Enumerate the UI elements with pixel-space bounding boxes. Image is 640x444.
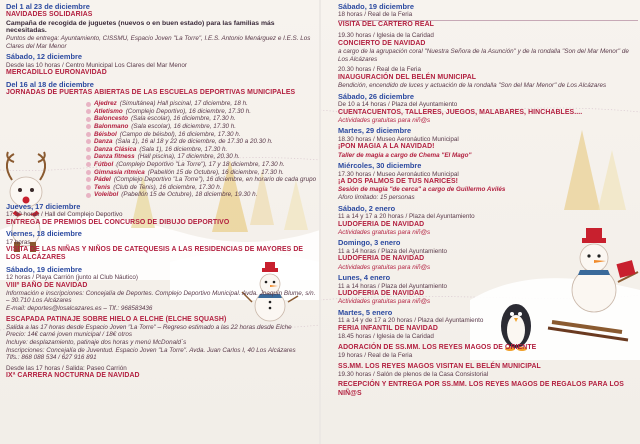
event-detail: 17 horas	[6, 238, 31, 246]
event-feria-infantil	[338, 309, 638, 341]
event-title: VIIIº BAÑO DE NAVIDAD	[6, 281, 88, 289]
event-belen	[338, 66, 638, 89]
event-ludoferia-3	[338, 239, 638, 271]
event-info: Inscripciones: Concejalía de Juventud. Espacio Joven "La Torre". Avda. Juan Carlos I, 40 Los Alcázares	[6, 346, 296, 354]
event-bano-navidad	[6, 266, 316, 313]
event-mercadillo	[6, 53, 316, 77]
sports-list	[86, 100, 316, 199]
event-detail: 17.30 horas / Museo Aeronáutico Municipal	[338, 170, 459, 178]
event-title: ¡A DOS PALMOS DE TUS NARICES!	[338, 178, 459, 186]
event-detail: 19.30 horas / Salón de plenos de la Casa Consistorial	[338, 370, 489, 378]
list-item: Pádel (Complejo Deportivo "La Torre"), 16 diciembre, en horario de cada grupo	[86, 176, 316, 184]
event-info: Precio: 14€ carné joven municipal / 18€ otros	[6, 331, 133, 339]
list-item: Balonmano (Sala escolar), 16 diciembre, 17.30 h.	[86, 123, 316, 131]
right-events	[338, 3, 638, 401]
ball-icon	[86, 177, 91, 182]
event-date: Domingo, 3 enero	[338, 238, 401, 248]
event-date: Sábado, 19 diciembre	[6, 264, 82, 274]
event-detail: 17.30 horas / Hall del Complejo Deportivo	[6, 211, 123, 219]
list-item: Atletismo (Complejo Deportivo), 16 diciembre, 17.30 h.	[86, 108, 316, 116]
event-info: Tlfs.: 868 088 534 / 627 916 891	[6, 354, 97, 362]
event-title: IXª CARRERA NOCTURNA DE NAVIDAD	[6, 372, 140, 380]
list-item: Fútbol (Complejo Deportivo "La Torre"), 17 y 18 diciembre, 17.30 h.	[86, 161, 316, 169]
event-carrera-nocturna	[6, 365, 316, 381]
event-date: Miércoles, 30 diciembre	[338, 161, 422, 171]
ball-icon	[86, 147, 91, 152]
ball-icon	[86, 155, 91, 160]
ball-icon	[86, 132, 91, 137]
event-detail: 11 a 14 y de 17 a 20 horas / Plaza del Ayuntamiento	[338, 317, 484, 325]
ball-icon	[86, 102, 91, 107]
event-detail: 19 horas / Real de la Feria	[338, 351, 413, 359]
list-item: Baloncesto (Sala escolar), 16 diciembre, 17.30 h.	[86, 115, 316, 123]
event-reyes-belen	[338, 363, 638, 379]
event-info: Salida a las 17 horas desde Espacio Joven "La Torre" – Regreso estimado a las 22 horas desde Elche	[6, 323, 292, 331]
event-detail: 18.30 horas / Museo Aeronáutico Municipal	[338, 135, 459, 143]
event-title: NAVIDADES SOLIDARIAS	[6, 11, 93, 19]
event-title: JORNADAS DE PUERTAS ABIERTAS DE LAS ESCUELAS DEPORTIVAS MUNICIPALES	[6, 89, 296, 96]
left-events	[6, 3, 316, 383]
list-item: Danza (Sala 1), 16 al 18 y 22 de diciembre, de 17.30 a 20.30 h.	[86, 138, 316, 146]
event-title: VISITA DEL CARTERO REAL	[338, 20, 638, 29]
event-sub: Aforo limitado: 15 personas	[338, 193, 415, 201]
event-detail: 19.30 horas / Iglesia de la Caridad	[338, 32, 434, 40]
event-info: a cargo de la agrupación coral "Nuestra Señora de la Asunción" y de la rondalla "Son del Mar Menor" de Los Alcázares	[338, 48, 629, 63]
event-dos-palmos	[338, 162, 638, 201]
page-fold	[319, 0, 321, 444]
event-title: FERIA INFANTIL DE NAVIDAD	[338, 324, 438, 332]
event-sub: Actividades gratuitas para niñ@s	[338, 228, 431, 236]
event-title: SS.MM. LOS REYES MAGOS VISITAN EL BELÉN MUNICIPAL	[338, 362, 541, 370]
list-item: Ajedrez (Simultánea) Hall piscinal, 17 diciembre, 18 h.	[86, 100, 316, 108]
event-title: ADORACIÓN DE SS.MM. LOS REYES MAGOS DE ORIENTE	[338, 343, 537, 351]
event-title: CONCIERTO DE NAVIDAD	[338, 39, 426, 47]
event-strong: Sesión de magia "de cerca" a cargo de Guillermo Avilés	[338, 186, 506, 194]
list-item: Danza fitness (Hall piscina), 17 diciembre, 20.30 h.	[86, 153, 316, 161]
event-date: Jueves, 17 diciembre	[6, 201, 81, 211]
event-visita-catequesis	[6, 230, 316, 262]
event-premios-dibujo	[6, 203, 316, 227]
event-cuentacuentos	[338, 93, 638, 125]
event-title: INAUGURACIÓN DEL BELÉN MUNICIPAL	[338, 73, 477, 81]
event-title: ENTREGA DE PREMIOS DEL CONCURSO DE DIBUJO DEPORTIVO	[6, 218, 230, 226]
ball-icon	[86, 185, 91, 190]
event-date: Del 16 al 18 de diciembre	[6, 79, 94, 89]
event-ludoferia-4	[338, 274, 638, 306]
ball-icon	[86, 109, 91, 114]
event-strong: Taller de magia a cargo de Chema "El Mago"	[338, 151, 472, 159]
event-recepcion	[338, 381, 638, 397]
event-title: ESCAPADA PATINAJE SOBRE HIELO A ELCHE (ELCHE SQUASH)	[6, 315, 227, 323]
event-info: Información e inscripciones: Concejalía de Deportes. Complejo Deportivo Municipal. Avda. Joaquín Blume, s/n. – 30.710 Los Alcázares	[6, 289, 316, 305]
event-info: Bendición, encendido de luces y actuación de la rondalla "Son del Mar Menor" de Los Alcázares	[338, 81, 607, 89]
event-info: Puntos de entrega: Ayuntamiento, CISSMU, Espacio Joven "La Torre", I.E.S. Antonio Menárguez e I.E.S. Los Clares del Mar Menor	[6, 35, 311, 50]
event-adoracion	[338, 344, 638, 360]
ball-icon	[86, 162, 91, 167]
event-detail: 11 a 14 y 17 a 20 horas / Plaza del Ayuntamiento	[338, 212, 475, 220]
event-date: Viernes, 18 diciembre	[6, 229, 82, 239]
ball-icon	[86, 170, 91, 175]
ball-icon	[86, 117, 91, 122]
event-date: Sábado, 26 diciembre	[338, 91, 414, 101]
event-date: Martes, 5 enero	[338, 307, 393, 317]
event-navidades-solidarias	[6, 3, 316, 50]
event-detail: Desde las 17 horas / Salida: Paseo Carrión	[6, 364, 127, 372]
event-title: MERCADILLO EURONAVIDAD	[6, 69, 107, 77]
event-detail: 11 a 14 horas / Plaza del Ayuntamiento	[338, 247, 447, 255]
list-item: Tenis (Club de Tenis), 16 diciembre, 17.30 h.	[86, 184, 316, 192]
list-item: Béisbol (Campo de béisbol), 16 diciembre, 17.30 h.	[86, 131, 316, 139]
event-title: CUENTACUENTOS, TALLERES, JUEGOS, MALABARES, HINCHABLES....	[338, 108, 583, 116]
ball-icon	[86, 139, 91, 144]
list-item: Voleibol (Pabellón 15 de Octubre), 18 diciembre, 19.30 h.	[86, 191, 316, 199]
list-item: Gimnasia rítmica (Pabellón 15 de Octubre), 16 diciembre, 17.30 h.	[86, 169, 316, 177]
right-panel	[320, 0, 640, 444]
event-sub: Actividades gratuitas para niñ@s	[338, 116, 431, 124]
event-title: VISITA DE LAS NIÑAS Y NIÑOS DE CATEQUESIS A LAS RESIDENCIAS DE MAYORES DE LOS ALCÁZARES	[6, 246, 304, 262]
ball-icon	[86, 124, 91, 129]
event-description: Campaña de recogida de juguetes (nuevos o en buen estado) para las familias más necesitadas.	[6, 19, 275, 35]
event-patinaje	[6, 316, 316, 362]
event-concierto	[338, 32, 638, 63]
event-date: Lunes, 4 enero	[338, 273, 391, 283]
event-detail: 12 horas / Playa Carrión (junto al Club Náutico)	[6, 273, 138, 281]
event-sub: Actividades gratuitas para niñ@s	[338, 298, 431, 306]
event-info: Incluye: desplazamiento, patinaje dos horas y menú McDonald´s	[6, 338, 187, 346]
event-date: Sábado, 12 diciembre	[6, 52, 82, 62]
event-title: ¡PON MAGIA A LA NAVIDAD!	[338, 143, 435, 151]
event-title: LUDOFERIA DE NAVIDAD	[338, 290, 425, 298]
ball-icon	[86, 193, 91, 198]
event-detail: Desde las 10 horas / Centro Municipal Los Clares del Mar Menor	[6, 61, 187, 69]
event-detail: De 10 a 14 horas / Plaza del Ayuntamiento	[338, 100, 458, 108]
event-detail: 18 horas / Real de la Feria	[338, 11, 413, 19]
event-magia	[338, 127, 638, 159]
event-jornadas	[6, 81, 316, 98]
event-date: Martes, 29 diciembre	[338, 126, 412, 136]
event-detail: 18.45 horas / Iglesia de la Caridad	[338, 333, 434, 341]
event-title: LUDOFERIA DE NAVIDAD	[338, 220, 425, 228]
event-title: LUDOFERIA DE NAVIDAD	[338, 255, 425, 263]
event-info: E-mail: deportes@losalcazares.es – Tlf.: 968583436	[6, 304, 153, 312]
event-sub: Actividades gratuitas para niñ@s	[338, 263, 431, 271]
event-detail: 20.30 horas / Real de la Feria	[338, 66, 421, 74]
event-detail: 11 a 14 horas / Plaza del Ayuntamiento	[338, 282, 447, 290]
event-cartero-real	[338, 3, 638, 29]
event-ludoferia-2	[338, 205, 638, 237]
event-date: Sábado, 19 diciembre	[338, 2, 414, 11]
event-title: RECEPCIÓN Y ENTREGA POR SS.MM. LOS REYES MAGOS DE REGALOS PARA LOS NIÑ@S	[338, 381, 624, 397]
event-date: Sábado, 2 enero	[338, 203, 396, 213]
list-item: Danza Clásica (Sala 1), 16 diciembre, 17.30 h.	[86, 146, 316, 154]
event-date: Del 1 al 23 de diciembre	[6, 2, 90, 11]
